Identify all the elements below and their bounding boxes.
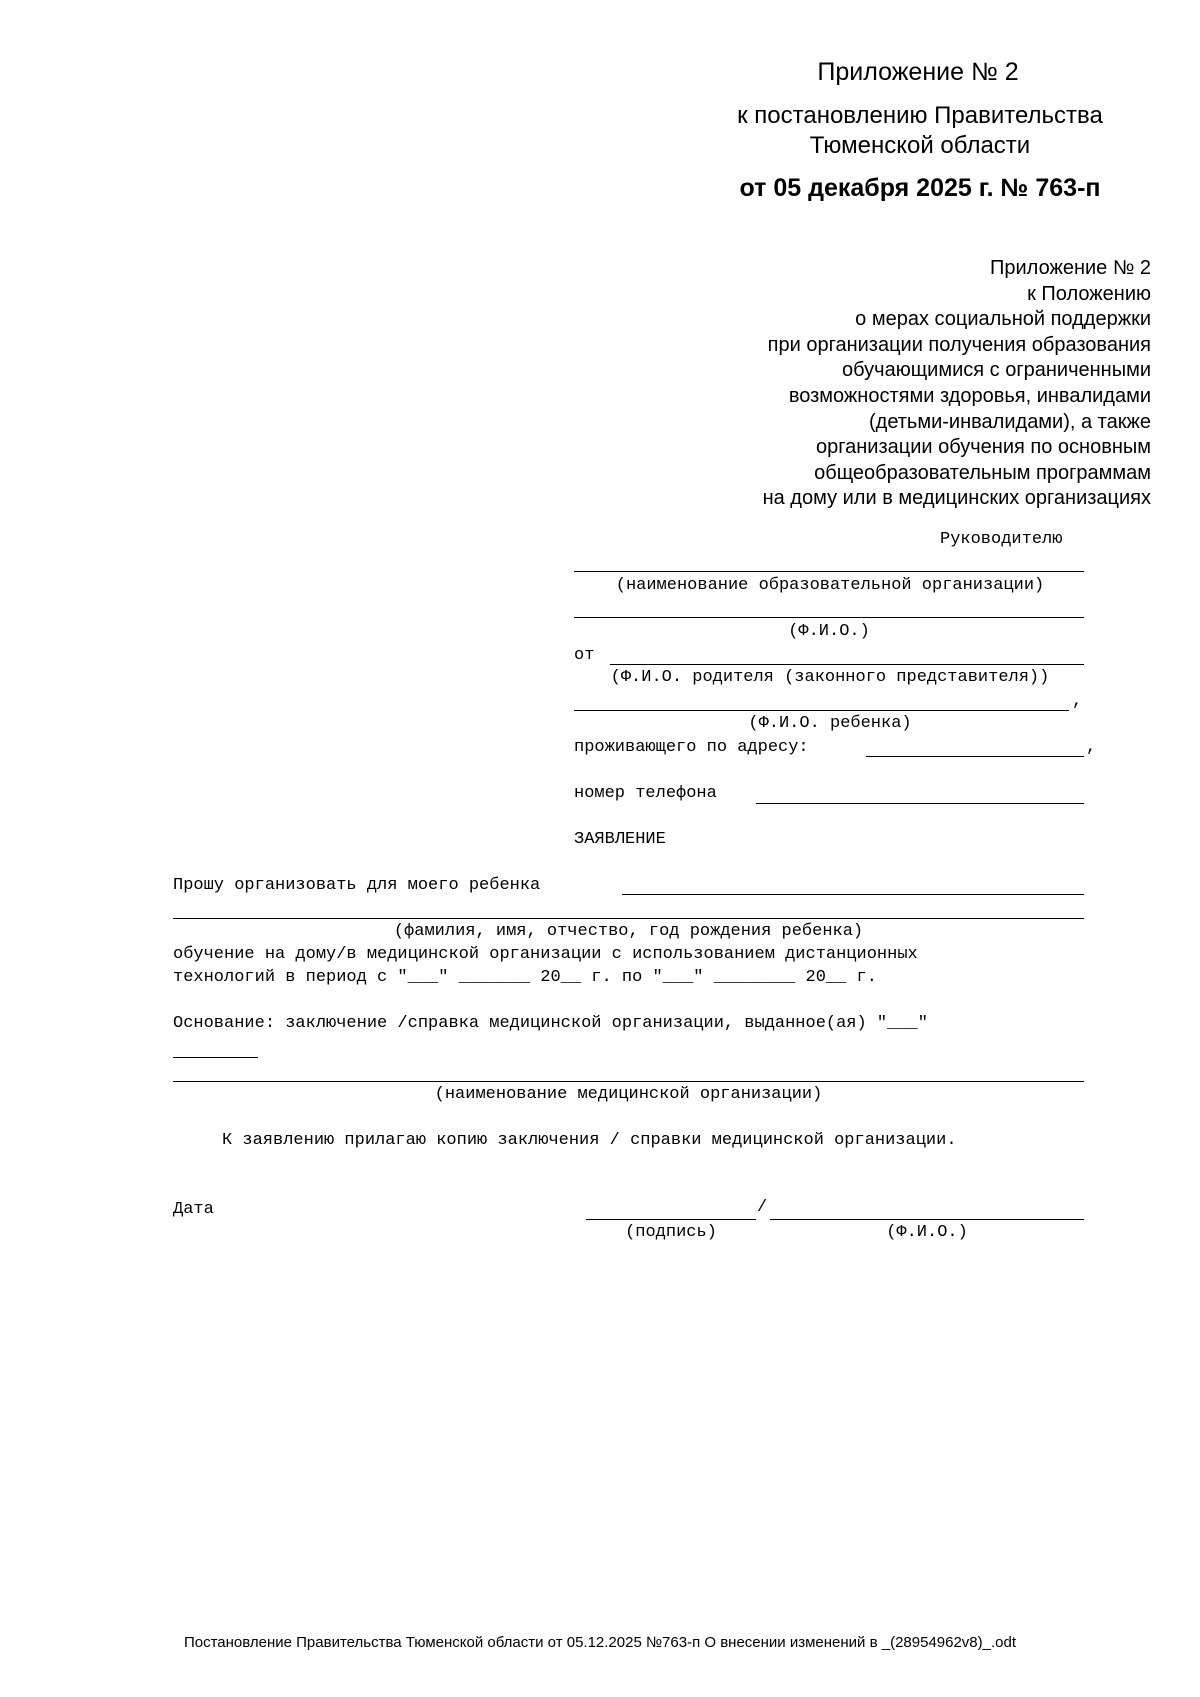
address-comma: , [1086,738,1097,757]
med-org-line[interactable] [173,1081,1084,1082]
signature-caption: (подпись) [625,1223,717,1242]
child-request-line[interactable] [622,894,1084,895]
head-fio-caption: (Ф.И.О.) [788,622,870,641]
child-fio-comma: , [1072,692,1083,711]
annex-line: при организации получения образования [767,333,1151,356]
parent-fio-line[interactable] [610,664,1084,665]
statement-title: ЗАЯВЛЕНИЕ [574,830,666,849]
annex-line: (детьми-инвалидами), а также [868,410,1151,433]
annex-line: организации обучения по основным [816,436,1151,459]
phone-line[interactable] [756,803,1084,804]
address-label: проживающего по адресу: [574,738,809,757]
annex-note [640,256,1151,512]
annex-line: о мерах социальной поддержки [855,308,1151,331]
period-line: технологий в период с "___" _______ 20__ г. по "___" ________ 20__ г. [173,968,877,987]
basis-line: Основание: заключение /справка медицинской организации, выданное(ая) "___" [173,1014,928,1033]
annex-line: возможностями здоровья, инвалидами [788,384,1151,407]
request-label: Прошу организовать для моего ребенка [173,876,541,895]
child-fio-caption: (Ф.И.О. ребенка) [748,714,912,733]
signature-fio-caption: (Ф.И.О.) [886,1223,968,1242]
resolution-line-2: Тюменской области [809,132,1031,159]
signature-line[interactable] [586,1219,756,1220]
resolution-line-1: к постановлению Правительства [737,102,1103,129]
head-fio-line[interactable] [574,617,1084,618]
parent-fio-caption: (Ф.И.О. родителя (законного представителя)) [610,668,1050,687]
date-label: Дата [173,1200,214,1219]
org-name-caption: (наименование образовательной организации) [615,576,1045,595]
appendix-title: Приложение № 2 [817,58,1019,86]
resolution-date: от 05 декабря 2025 г. № 763-п [739,174,1101,202]
attachment-line: К заявлению прилагаю копию заключения / справки медицинской организации. [222,1131,957,1150]
signature-slash: / [757,1198,768,1217]
from-label: от [574,646,595,665]
annex-line: на дому или в медицинских организациях [762,487,1151,510]
basis-month-line[interactable] [173,1057,258,1058]
document-footer: Постановление Правительства Тюменской области от 05.12.2025 №763-п О внесении изменений в _(28954962v8)_.odt [183,1634,1017,1651]
phone-label: номер телефона [574,784,717,803]
address-line[interactable] [866,756,1084,757]
child-details-line[interactable] [173,918,1084,919]
annex-line: к Положению [1027,282,1151,305]
annex-line: обучающимися с ограниченными [842,359,1151,382]
annex-line: общеобразовательным программам [814,461,1151,484]
med-org-caption: (наименование медицинской организации) [434,1085,823,1104]
annex-line: Приложение № 2 [990,257,1151,279]
child-details-caption: (фамилия, имя, отчество, год рождения ребенка) [393,922,864,941]
signature-fio-line[interactable] [770,1219,1084,1220]
org-name-line[interactable] [574,571,1084,572]
child-fio-line[interactable] [574,710,1069,711]
education-line: обучение на дому/в медицинской организации с использованием дистанционных [173,945,918,964]
resolution-reference [700,101,1140,161]
addressee-head: Руководителю [940,530,1063,549]
